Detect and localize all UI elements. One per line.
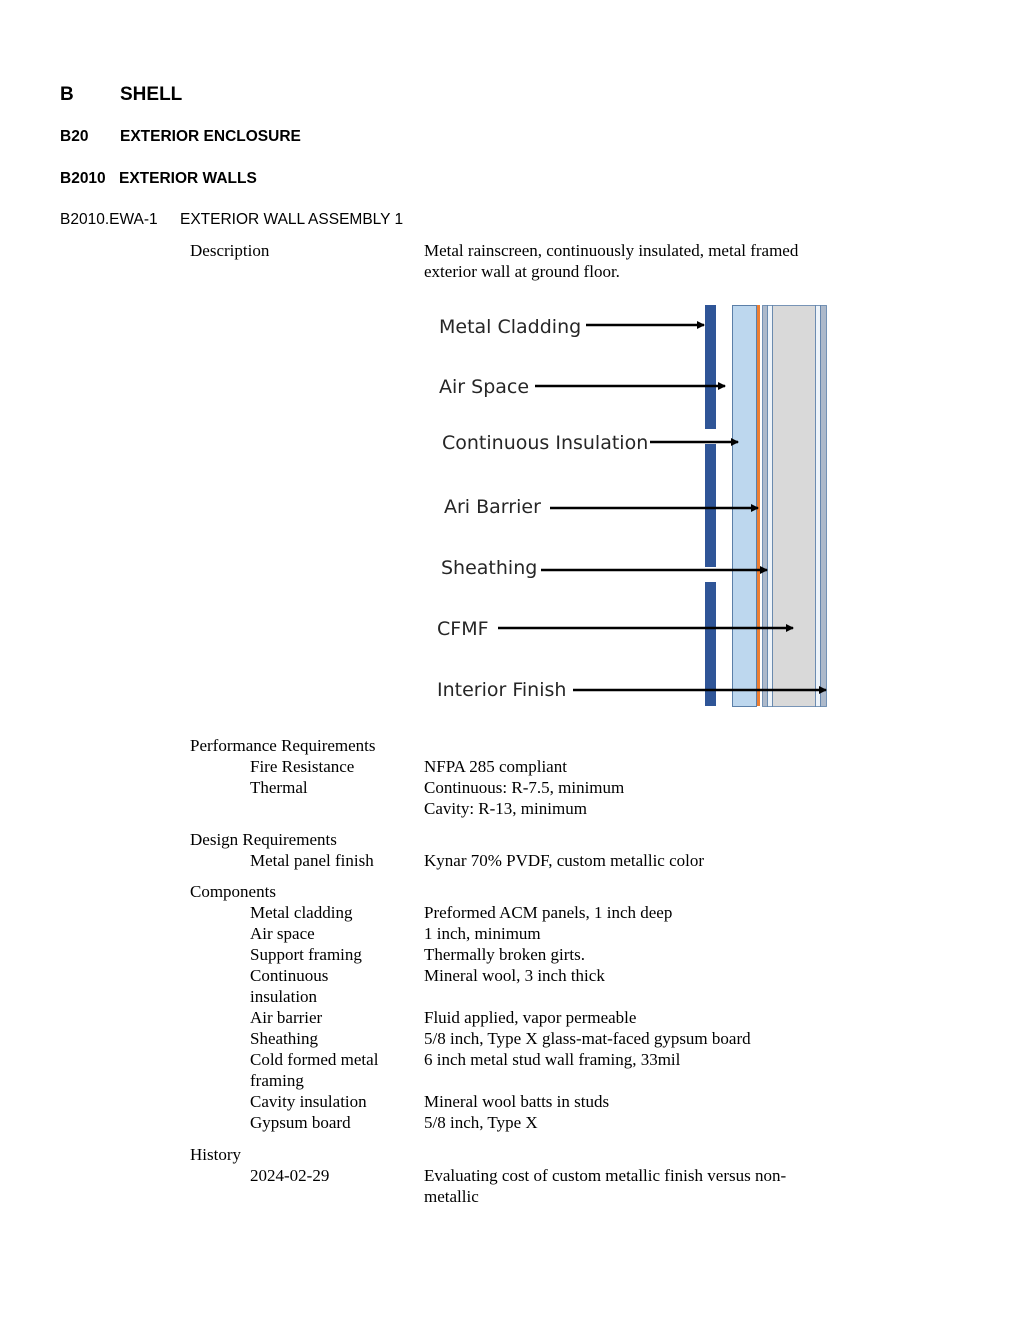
- label-cfmf: CFMF: [437, 618, 489, 640]
- component-value: 5/8 inch, Type X glass-mat-faced gypsum board: [424, 1029, 751, 1048]
- component-label: Gypsum board: [250, 1113, 351, 1132]
- metal-panel-finish-value: Kynar 70% PVDF, custom metallic color: [424, 851, 705, 870]
- label-metal-cladding: Metal Cladding: [439, 316, 582, 338]
- label-interior-finish: Interior Finish: [437, 679, 567, 701]
- label-continuous-insulation: Continuous Insulation: [442, 432, 649, 454]
- component-label: Metal cladding: [250, 903, 353, 922]
- thermal-label: Thermal: [250, 778, 308, 797]
- fire-resistance-value: NFPA 285 compliant: [424, 757, 567, 776]
- heading-level4-code: B2010.EWA-1: [60, 211, 158, 228]
- component-value: Thermally broken girts.: [424, 945, 585, 964]
- cfmf-layer: [773, 306, 816, 707]
- thermal-value-continuous: Continuous: R-7.5, minimum: [424, 778, 625, 797]
- description-label: Description: [190, 241, 270, 260]
- description-line-1: Metal rainscreen, continuously insulated, metal framed: [424, 241, 799, 260]
- component-label: Air barrier: [250, 1008, 323, 1027]
- label-air-barrier: Ari Barrier: [444, 496, 541, 518]
- sheathing-layer: [763, 306, 768, 707]
- component-value: Fluid applied, vapor permeable: [424, 1008, 637, 1027]
- history-label: History: [190, 1145, 241, 1164]
- label-air-space: Air Space: [439, 376, 530, 398]
- continuous-insulation-layer: [733, 306, 757, 707]
- components-label: Components: [190, 882, 276, 901]
- history-note-line-1: Evaluating cost of custom metallic finish versus non-: [424, 1166, 787, 1185]
- component-value: Mineral wool batts in studs: [424, 1092, 610, 1111]
- thermal-value-cavity: Cavity: R-13, minimum: [424, 799, 587, 818]
- label-sheathing: Sheathing: [441, 557, 538, 579]
- component-label: Continuous: [250, 966, 329, 985]
- fire-resistance-label: Fire Resistance: [250, 757, 355, 776]
- history-note-line-2: metallic: [424, 1187, 479, 1206]
- heading-level1-title: SHELL: [120, 84, 183, 105]
- wall-assembly-diagram: [420, 295, 840, 715]
- component-value: 5/8 inch, Type X: [424, 1113, 538, 1132]
- design-requirements-label: Design Requirements: [190, 830, 337, 849]
- component-value: Preformed ACM panels, 1 inch deep: [424, 903, 673, 922]
- component-label: Cavity insulation: [250, 1092, 367, 1111]
- heading-level1-code: B: [60, 84, 74, 105]
- heading-level4-title: EXTERIOR WALL ASSEMBLY 1: [180, 211, 404, 228]
- component-value: Mineral wool, 3 inch thick: [424, 966, 605, 985]
- component-label: Sheathing: [250, 1029, 318, 1048]
- history-date: 2024-02-29: [250, 1166, 330, 1185]
- component-label-cont: insulation: [250, 987, 318, 1006]
- component-value: 6 inch metal stud wall framing, 33mil: [424, 1050, 681, 1069]
- heading-level2-title: EXTERIOR ENCLOSURE: [120, 128, 301, 145]
- performance-requirements-label: Performance Requirements: [190, 736, 376, 755]
- heading-level3-code: B2010: [60, 170, 106, 187]
- air-barrier-layer: [757, 305, 760, 706]
- component-label: Cold formed metal: [250, 1050, 379, 1069]
- component-label-cont: framing: [250, 1071, 304, 1090]
- metal-panel-finish-label: Metal panel finish: [250, 851, 374, 870]
- heading-level3-title: EXTERIOR WALLS: [119, 170, 257, 187]
- component-value: 1 inch, minimum: [424, 924, 541, 943]
- component-label: Air space: [250, 924, 315, 943]
- component-label: Support framing: [250, 945, 362, 964]
- metal-cladding-layer: [705, 305, 716, 706]
- heading-level2-code: B20: [60, 128, 89, 145]
- interior-finish-layer: [821, 306, 827, 707]
- description-line-2: exterior wall at ground floor.: [424, 262, 620, 281]
